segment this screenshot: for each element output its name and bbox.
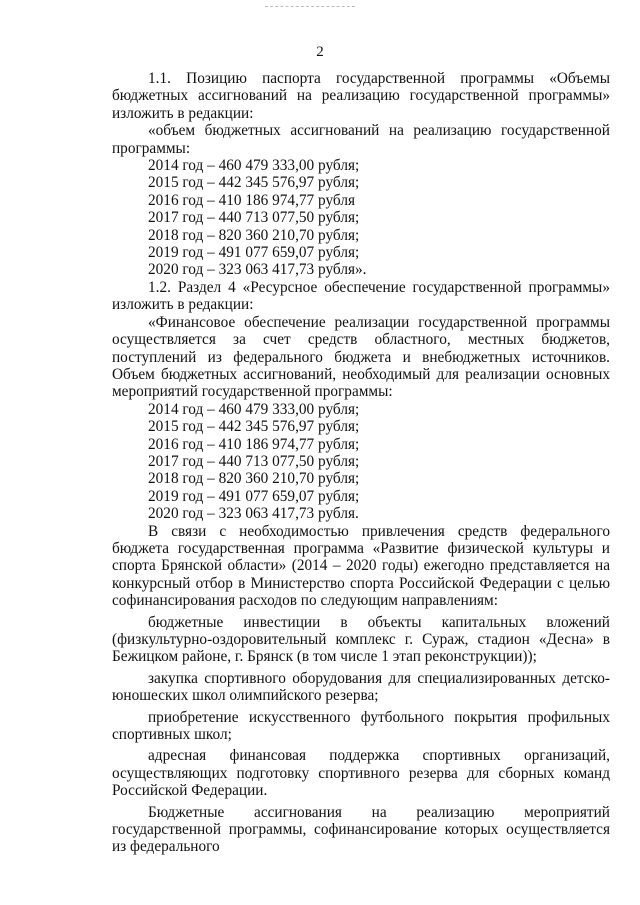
budget-year-row: 2020 год – 323 063 417,73 рубля. xyxy=(148,505,359,523)
budget-years-list-2 xyxy=(112,401,610,523)
budget-year-row: 2015 год – 442 345 576,97 рубля; xyxy=(148,174,360,192)
budget-year-row: 2018 год – 820 360 210,70 рубля; xyxy=(148,226,360,244)
direction-item: адресная финансовая поддержка спортивных организаций, осуществляющих подготовку спортивного резерва для сборных команд Российской Федерации. xyxy=(112,747,610,800)
budget-year-row: 2017 год – 440 713 077,50 рубля; xyxy=(148,452,360,470)
section-1-2-quote: «Финансовое обеспечение реализации государственной программы осуществляется за счет средств областного, местных бюджетов, поступлений из федерального бюджета и внебюджетных источников. Объем бюджетных ассигнований, необходимый для реализации основных мероприятий государственной программы: xyxy=(112,313,610,401)
budget-year-row: 2019 год – 491 077 659,07 рубля; xyxy=(148,244,360,262)
section-1-1-quote: «объем бюджетных ассигнований на реализацию государственной программы: xyxy=(112,122,610,157)
budget-year-row: 2016 год – 410 186 974,77 рубля; xyxy=(148,435,360,453)
document-body xyxy=(112,70,610,856)
federal-funding-paragraph: В связи с необходимостью привлечения средств федерального бюджета государственная программа «Развитие физической культуры и спорта Брянской области» (2014 – 2020 годы) ежегодно представляется на конкурсный отбор в Министерство спорта Российской Федерации с целью софинансирования расходов по следующим направлениям: xyxy=(112,522,610,610)
budget-years-list-1 xyxy=(112,157,610,279)
budget-year-row: 2014 год – 460 479 333,00 рубля; xyxy=(148,157,360,175)
budget-year-row: 2016 год – 410 186 974,77 рубля xyxy=(148,191,355,209)
direction-item: бюджетные инвестиции в объекты капитальных вложений (физкультурно-оздоровительный комплекс г. Сураж, стадион «Десна» в Бежицком районе, г. Брянск (в том числе 1 этап реконструкции)); xyxy=(112,613,610,666)
direction-item: приобретение искусственного футбольного покрытия профильных спортивных школ; xyxy=(112,708,610,744)
budget-year-row: 2018 год – 820 360 210,70 рубля; xyxy=(148,470,360,488)
budget-year-row: 2015 год – 442 345 576,97 рубля; xyxy=(148,418,360,436)
budget-year-row: 2019 год – 491 077 659,07 рубля; xyxy=(148,487,360,505)
section-1-1-intro: 1.1. Позицию паспорта государственной программы «Объемы бюджетных ассигнований на реализацию государственной программы» изложить в редакции: xyxy=(112,70,610,122)
section-1-2-intro: 1.2. Раздел 4 «Ресурсное обеспечение государственной программы» изложить в редакции: xyxy=(112,278,610,314)
page-number: 2 xyxy=(316,44,324,60)
budget-year-row: 2020 год – 323 063 417,73 рубля». xyxy=(148,261,367,279)
scan-artifact-line xyxy=(265,6,355,8)
closing-paragraph: Бюджетные ассигнования на реализацию мероприятий государственной программы, софинансирование которых осуществляется из федерального xyxy=(112,803,610,856)
budget-year-row: 2017 год – 440 713 077,50 рубля; xyxy=(148,209,360,227)
budget-year-row: 2014 год – 460 479 333,00 рубля; xyxy=(148,400,360,418)
direction-item: закупка спортивного оборудования для специализированных детско-юношеских школ олимпийского резерва; xyxy=(112,669,610,705)
